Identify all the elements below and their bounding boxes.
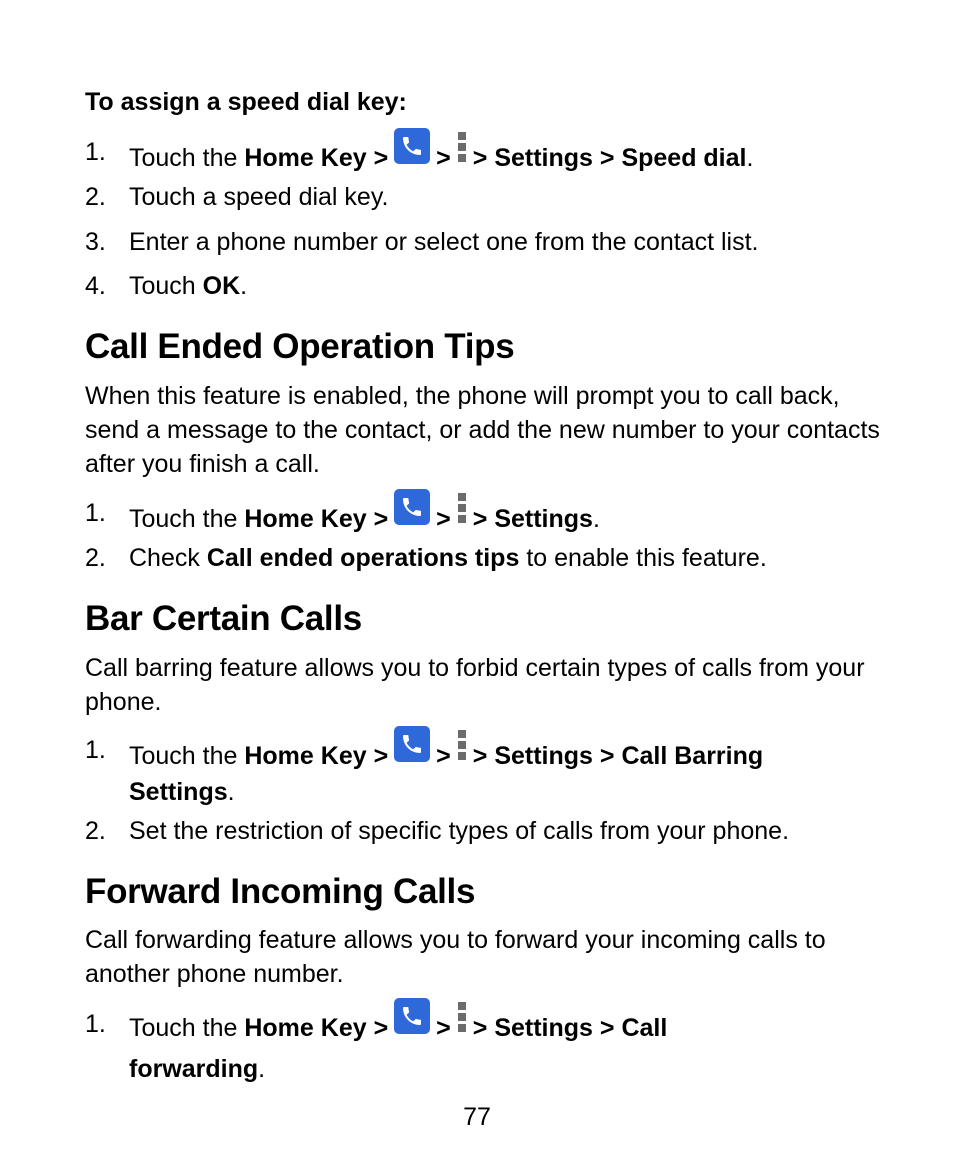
step-number: 2. [85,544,106,572]
page-number: 77 [463,1103,491,1131]
menu-icon [457,132,467,164]
menu-icon [457,1002,467,1034]
step-number: 1. [85,736,106,764]
step-number: 2. [85,817,106,845]
step-number: 1. [85,138,106,166]
forward-calls-intro: Call forwarding feature allows you to forward your incoming calls to another phone number. [85,926,826,988]
phone-icon [394,726,430,762]
step-number: 3. [85,228,106,256]
call-ended-title: Call Ended Operation Tips [85,327,515,366]
step-number: 1. [85,1010,106,1038]
bar-calls-title: Bar Certain Calls [85,599,362,638]
step-number: 1. [85,499,106,527]
menu-icon [457,730,467,762]
phone-icon [394,998,430,1034]
call-ended-intro: When this feature is enabled, the phone will prompt you to call back, send a message to the contact, or add the new number to your contacts after you finish a call. [85,382,880,478]
forward-calls-title: Forward Incoming Calls [85,872,476,911]
phone-icon [394,489,430,525]
step-number: 2. [85,183,106,211]
menu-icon [457,493,467,525]
speed-dial-heading: To assign a speed dial key: [85,88,407,116]
step-number: 4. [85,272,106,300]
phone-icon [394,128,430,164]
bar-calls-intro: Call barring feature allows you to forbid certain types of calls from your phone. [85,654,865,716]
